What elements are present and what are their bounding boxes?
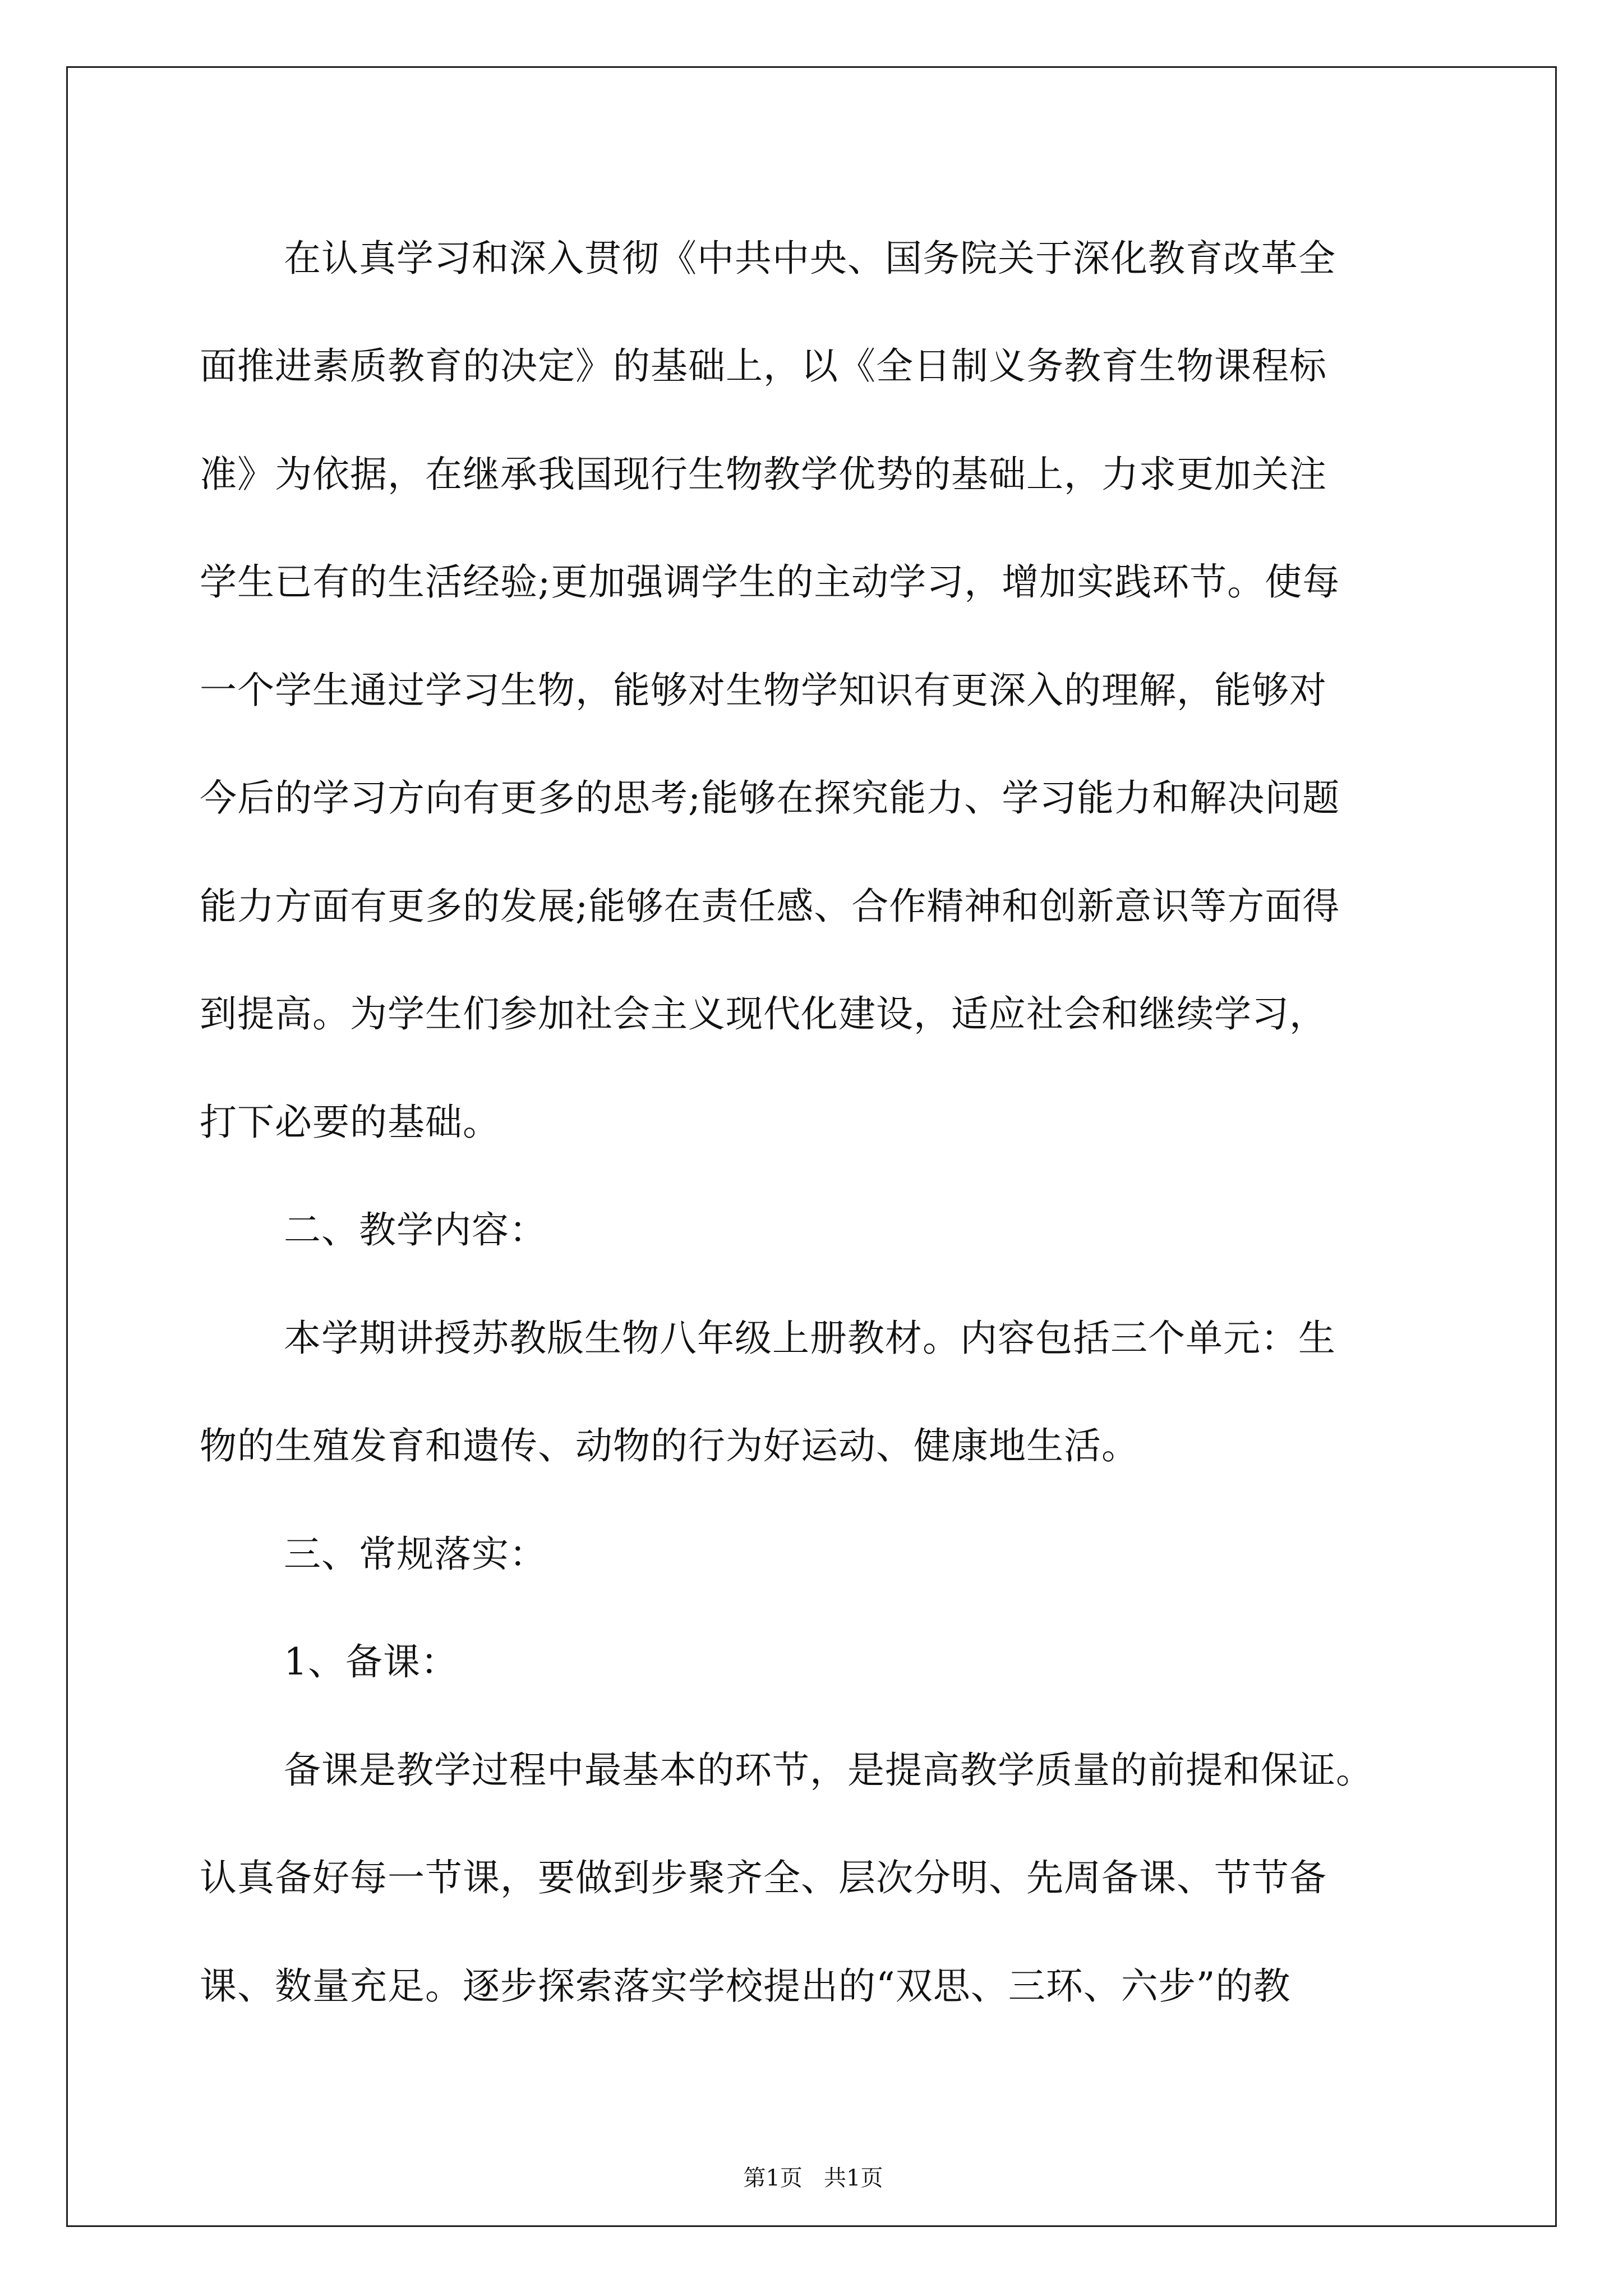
subsection-heading: 1、备课： (284, 1640, 458, 1683)
text-line: 一个学生通过学习生物，能够对生物学知识有更深入的理解，能够对 (200, 669, 1327, 712)
text-line: 在认真学习和深入贯彻《中共中央、国务院关于深化教育改革全 (284, 237, 1336, 280)
page-frame (66, 66, 1557, 2227)
text-line: 能力方面有更多的发展;能够在责任感、合作精神和创新意识等方面得 (200, 885, 1340, 928)
text-line: 物的生殖发育和遗传、动物的行为好运动、健康地生活。 (200, 1424, 1139, 1467)
text-line: 到提高。为学生们参加社会主义现代化建设，适应社会和继续学习， (200, 992, 1327, 1036)
text-line: 面推进素质教育的决定》的基础上，以《全日制义务教育生物课程标 (200, 344, 1327, 388)
text-line: 学生已有的生活经验;更加强调学生的主动学习，增加实践环节。使每 (200, 560, 1340, 604)
section-heading: 二、教学内容： (284, 1208, 547, 1251)
page-number-footer: 第1页 共1页 (743, 2165, 883, 2191)
text-line: 打下必要的基础。 (200, 1101, 500, 1144)
text-line: 备课是教学过程中最基本的环节，是提高教学质量的前提和保证。 (284, 1749, 1373, 1792)
section-heading: 三、常规落实： (284, 1533, 547, 1576)
text-line: 今后的学习方向有更多的思考;能够在探究能力、学习能力和解决问题 (200, 776, 1340, 820)
text-line: 准》为依据，在继承我国现行生物教学优势的基础上，力求更加关注 (200, 453, 1327, 496)
text-line: 本学期讲授苏教版生物八年级上册教材。内容包括三个单元：生 (284, 1317, 1336, 1360)
text-line: 课、数量充足。逐步探索落实学校提出的“双思、三环、六步”的教 (200, 1964, 1291, 2008)
text-line: 认真备好每一节课，要做到步聚齐全、层次分明、先周备课、节节备 (200, 1856, 1327, 1899)
